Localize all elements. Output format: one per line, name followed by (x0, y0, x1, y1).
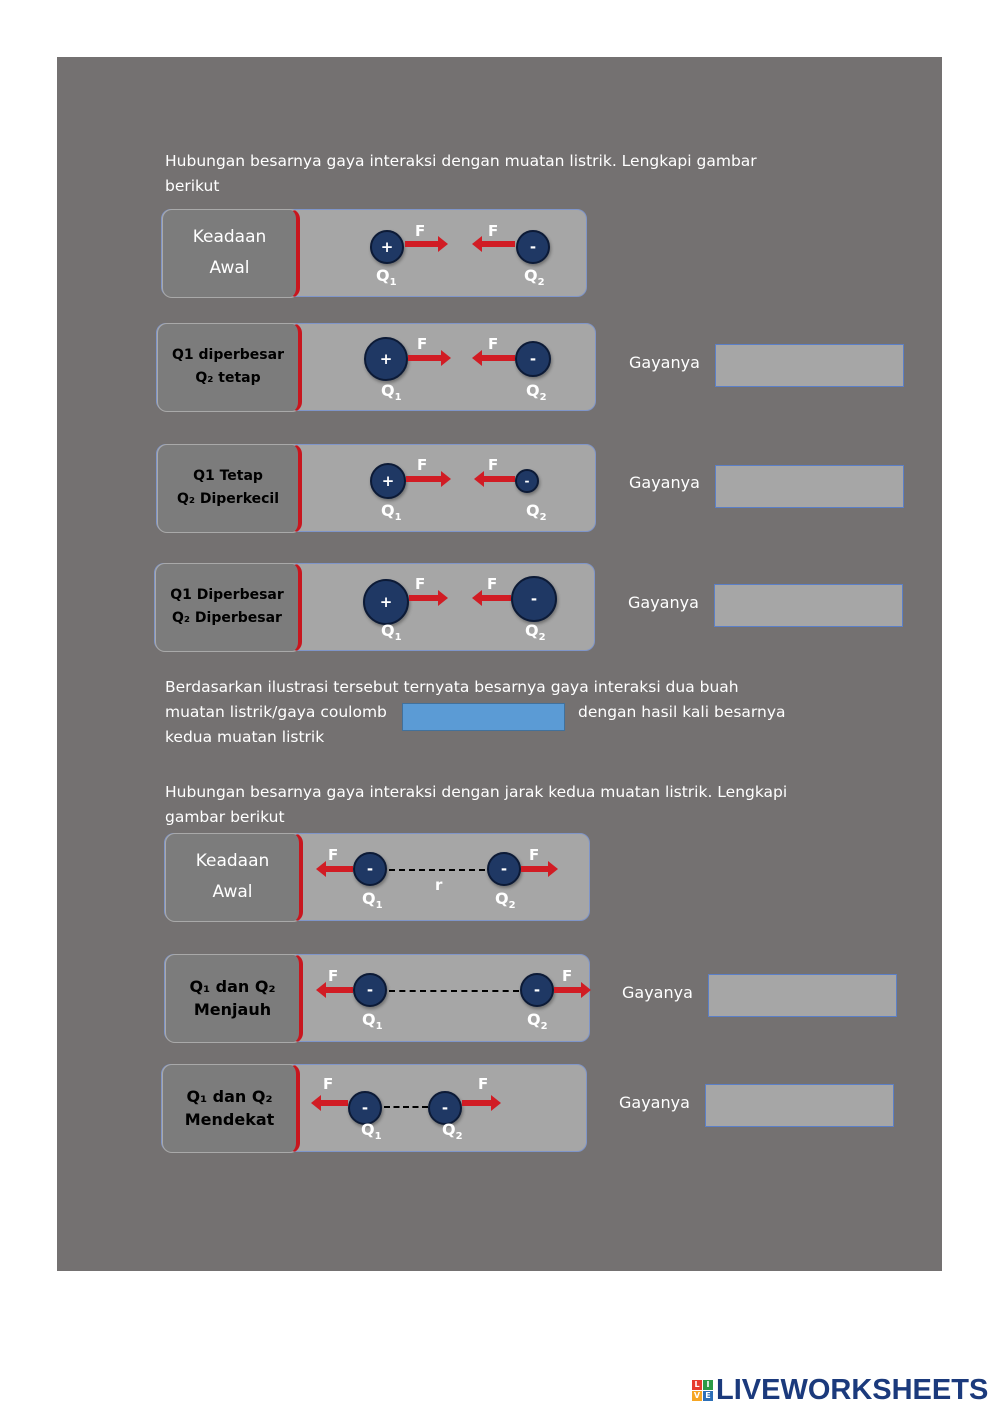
charge-sign: - (500, 860, 508, 878)
distance-panel-closer (161, 1064, 587, 1152)
force-arrow-left (325, 866, 353, 872)
q2-label (524, 266, 545, 288)
force-arrow-left (325, 987, 353, 993)
charge-sign: - (524, 474, 530, 488)
q1-label (381, 501, 402, 523)
panel-label (157, 444, 302, 533)
section2-intro-line1: Hubungan besarnya gaya interaksi dengan jarak kedua muatan listrik. Lengkapi (165, 783, 788, 801)
conclusion-line3: kedua muatan listrik (165, 728, 325, 746)
panel-label-line1: Q₁ dan Q₂ (186, 1087, 273, 1106)
q-subscript: 1 (389, 277, 397, 289)
panel-label-line1: Q1 Diperbesar (170, 587, 284, 603)
force-label: F (487, 575, 498, 593)
conclusion-line2b: dengan hasil kali besarnya (578, 703, 786, 721)
charge-panel-initial (161, 209, 587, 297)
panel-label-line1: Q1 diperbesar (172, 347, 284, 363)
q-subscript: 1 (394, 392, 402, 404)
q-subscript: 2 (508, 900, 516, 912)
distance-line (384, 1106, 428, 1108)
q-subscript: 2 (539, 512, 547, 524)
q2-label (525, 621, 546, 643)
charge-q2-ball (487, 852, 521, 886)
force-label: F (415, 222, 426, 240)
charge-q2-ball (520, 973, 554, 1007)
panel-label (157, 323, 302, 412)
logo-tile: L (692, 1380, 702, 1390)
q-letter: Q (381, 501, 395, 520)
charge-sign: + (379, 593, 393, 611)
panel-label (165, 833, 303, 922)
logo-tile: I (703, 1380, 713, 1390)
force-label: F (417, 456, 428, 474)
charge-sign: + (381, 472, 395, 490)
panel-label-line2: Q₂ Diperbesar (172, 610, 282, 626)
force-label: F (529, 846, 540, 864)
panel-label-line2: Q₂ Diperkecil (176, 491, 280, 507)
distance-line (389, 869, 485, 871)
panel-label-line2: Awal (212, 882, 253, 902)
q1-label (381, 621, 402, 643)
q-subscript: 2 (455, 1131, 463, 1143)
liveworksheets-logo (692, 1374, 988, 1407)
q-letter: Q (526, 501, 540, 520)
q-letter: Q (361, 1120, 375, 1139)
q2-label (527, 1010, 548, 1032)
distance-panel-apart (164, 954, 590, 1042)
answer-box-force-5[interactable] (705, 1084, 894, 1127)
force-arrow-left (483, 476, 515, 482)
gayanya-label: Gayanya (629, 353, 700, 372)
q-letter: Q (525, 621, 539, 640)
force-arrow-left (481, 595, 511, 601)
gayanya-label: Gayanya (622, 983, 693, 1002)
force-arrow-right (406, 476, 442, 482)
panel-label-line1: Keadaan (195, 851, 270, 871)
charge-panel-q1-enlarged (156, 323, 596, 411)
q1-label (381, 381, 402, 403)
force-label: F (415, 575, 426, 593)
q-subscript: 2 (538, 632, 546, 644)
charge-q1-ball (363, 579, 409, 625)
charge-q1-ball (353, 852, 387, 886)
panel-label-line2: Mendekat (184, 1110, 275, 1129)
q-subscript: 2 (540, 1021, 548, 1033)
force-arrow-left (481, 355, 515, 361)
section1-intro-line1: Hubungan besarnya gaya interaksi dengan muatan listrik. Lengkapi gambar (165, 152, 757, 170)
gayanya-label: Gayanya (619, 1093, 690, 1112)
force-label: F (328, 967, 339, 985)
charge-q1-ball (370, 463, 406, 499)
force-label: F (328, 846, 339, 864)
panel-label (165, 954, 303, 1043)
answer-box-force-1[interactable] (715, 344, 904, 387)
panel-label (162, 1064, 300, 1153)
section1-intro (165, 149, 757, 199)
q2-label (526, 501, 547, 523)
force-arrow-right (462, 1100, 492, 1106)
force-label: F (488, 335, 499, 353)
panel-label (155, 563, 302, 652)
charge-q2-ball (511, 576, 557, 622)
answer-box-force-2[interactable] (715, 465, 904, 508)
answer-box-force-4[interactable] (708, 974, 897, 1017)
panel-label-line1: Keadaan (192, 227, 267, 247)
section1-intro-line2: berikut (165, 177, 220, 195)
q1-label (376, 266, 397, 288)
q-subscript: 1 (374, 1131, 382, 1143)
q-letter: Q (527, 1010, 541, 1029)
q2-label (526, 381, 547, 403)
charge-q1-ball (364, 337, 408, 381)
charge-panel-q2-reduced (156, 444, 596, 532)
conclusion-line2a: muatan listrik/gaya coulomb (165, 703, 387, 721)
charge-q1-ball (353, 973, 387, 1007)
force-arrow-right (409, 595, 439, 601)
panel-label-line2: Awal (209, 258, 250, 278)
distance-label: r (435, 876, 443, 894)
q-letter: Q (524, 266, 538, 285)
q-subscript: 2 (537, 277, 545, 289)
charge-sign: - (529, 350, 537, 368)
logo-tile: V (693, 1391, 701, 1400)
force-label: F (417, 335, 428, 353)
force-label: F (562, 967, 573, 985)
charge-sign: - (361, 1099, 369, 1117)
q-letter: Q (381, 621, 395, 640)
charge-sign: - (533, 981, 541, 999)
panel-label-line1: Q₁ dan Q₂ (189, 977, 276, 996)
charge-q1-ball (370, 230, 404, 264)
gayanya-label: Gayanya (628, 593, 699, 612)
q-letter: Q (376, 266, 390, 285)
charge-sign: + (380, 238, 394, 256)
charge-q2-ball (516, 230, 550, 264)
q-subscript: 1 (394, 512, 402, 524)
q-subscript: 1 (375, 1021, 383, 1033)
conclusion-line1: Berdasarkan ilustrasi tersebut ternyata besarnya gaya interaksi dua buah (165, 678, 739, 696)
charge-sign: - (529, 238, 537, 256)
charge-sign: - (366, 981, 374, 999)
charge-q2-ball (515, 341, 551, 377)
force-arrow-right (554, 987, 582, 993)
answer-box-force-3[interactable] (714, 584, 903, 627)
q2-label (442, 1120, 463, 1142)
q-subscript: 1 (394, 632, 402, 644)
conclusion-answer-input[interactable] (402, 703, 565, 731)
logo-wordmark: LIVEWORKSHEETS (716, 1374, 989, 1406)
q1-label (362, 889, 383, 911)
liveworksheets-logo-icon (692, 1380, 713, 1401)
force-arrow-left (320, 1100, 348, 1106)
panel-label (162, 209, 300, 298)
charge-q2-ball (515, 469, 539, 493)
q-subscript: 2 (539, 392, 547, 404)
force-arrow-right (408, 355, 442, 361)
q-letter: Q (362, 1010, 376, 1029)
q-letter: Q (442, 1120, 456, 1139)
panel-label-line2: Menjauh (193, 1000, 272, 1019)
logo-tile: E (703, 1391, 713, 1401)
charge-sign: - (530, 590, 538, 608)
section2-intro-line2: gambar berikut (165, 808, 285, 826)
gayanya-label: Gayanya (629, 473, 700, 492)
distance-panel-initial (164, 833, 590, 921)
panel-label-line1: Q1 Tetap (193, 468, 263, 484)
panel-label-line2: Q₂ tetap (195, 370, 261, 386)
charge-sign: - (441, 1099, 449, 1117)
q2-label (495, 889, 516, 911)
charge-sign: + (379, 350, 393, 368)
q-letter: Q (526, 381, 540, 400)
force-label: F (488, 222, 499, 240)
q-letter: Q (362, 889, 376, 908)
charge-sign: - (366, 860, 374, 878)
worksheet-page (57, 57, 942, 1271)
force-label: F (478, 1075, 489, 1093)
force-arrow-right (405, 241, 439, 247)
q1-label (361, 1120, 382, 1142)
force-label: F (323, 1075, 334, 1093)
q-letter: Q (495, 889, 509, 908)
q-subscript: 1 (375, 900, 383, 912)
q-letter: Q (381, 381, 395, 400)
distance-line (389, 990, 519, 992)
section2-intro (165, 780, 787, 830)
q1-label (362, 1010, 383, 1032)
force-label: F (488, 456, 499, 474)
force-arrow-left (481, 241, 515, 247)
charge-panel-both-enlarged (154, 563, 595, 651)
force-arrow-right (521, 866, 549, 872)
